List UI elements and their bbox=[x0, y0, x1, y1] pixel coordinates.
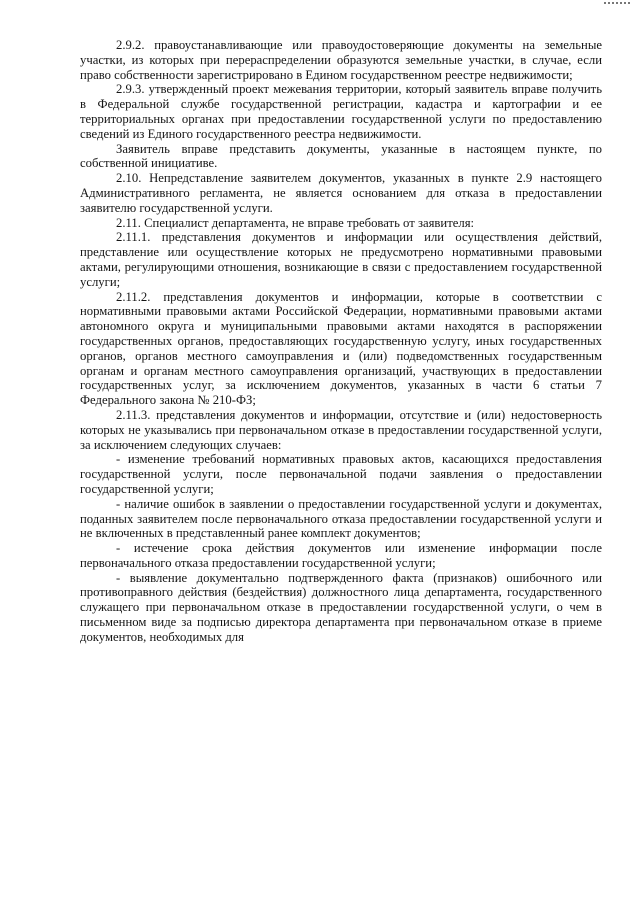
list-item-errors: - наличие ошибок в заявлении о предоставлении государственной услуги и документах, поданных заявителем после первоначального отказа предоставлении государственной услуги и не включенных в представленный ранее комплект документов; bbox=[80, 496, 602, 541]
scan-corner-mark bbox=[604, 2, 632, 4]
paragraph-own-initiative: Заявитель вправе представить документы, указанные в настоящем пункте, по собственной инициативе. bbox=[80, 141, 602, 171]
paragraph-2-9-3: 2.9.3. утвержденный проект межевания территории, который заявитель вправе получить в Федеральной службе государственной регистрации, кадастра и картографии и ее территориальных органах при предоставлении государственной услуги по предоставлению сведений из Единого государственного реестра недвижимости. bbox=[80, 82, 602, 141]
paragraph-2-10: 2.10. Непредставление заявителем документов, указанных в пункте 2.9 настоящего Административного регламента, не является основанием для отказа в предоставлении заявителю государственной услуги. bbox=[80, 171, 602, 215]
paragraph-2-11-2: 2.11.2. представления документов и информации, которые в соответствии с нормативными правовыми актами Российской Федерации, нормативными правовыми актами автономного округа и муниципальными правовыми актами находятся в распоряжении государственных органов, предоставляющих государственную услугу, иных государственных органов, органов местного самоуправления и (или) подведомственных государственным органам и органам местного самоуправления организаций, участвующих в предоставлении государственных услуг, за исключением документов, указанных в части 6 статьи 7 Федерального закона № 210-ФЗ; bbox=[80, 289, 602, 408]
list-item-unlawful-action: - выявление документально подтвержденного факта (признаков) ошибочного или противоправного действия (бездействия) должностного лица департамента, государственного служащего при первоначальном отказе в предоставлении государственной услуги, о чем в письменном виде за подписью директора департамента при первоначальном отказе в приеме документов, необходимых для bbox=[80, 570, 602, 644]
paragraph-2-11-1: 2.11.1. представления документов и информации или осуществления действий, представление или осуществление которых не предусмотрено нормативными правовыми актами, регулирующими отношения, возникающие в связи с предоставлением государственной услуги; bbox=[80, 230, 602, 289]
list-item-expiry: - истечение срока действия документов или изменение информации после первоначального отказа предоставлении государственной услуги; bbox=[80, 541, 602, 570]
paragraph-2-11-3: 2.11.3. представления документов и информации, отсутствие и (или) недостоверность которых не указывались при первоначальном отказе в предоставлении государственной услуги, за исключением следующих случаев: bbox=[80, 407, 602, 452]
document-body bbox=[80, 38, 602, 645]
list-item-requirements-change: - изменение требований нормативных правовых актов, касающихся предоставления государственной услуги, после первоначальной подачи заявления о предоставлении государственной услуги; bbox=[80, 452, 602, 496]
paragraph-2-11: 2.11. Специалист департамента, не вправе требовать от заявителя: bbox=[116, 215, 475, 230]
paragraph-2-9-2: 2.9.2. правоустанавливающие или правоудостоверяющие документы на земельные участки, из которых при перераспределении образуются земельные участки, в случае, если право собственности зарегистрировано в Едином государственном реестре недвижимости; bbox=[80, 38, 602, 82]
